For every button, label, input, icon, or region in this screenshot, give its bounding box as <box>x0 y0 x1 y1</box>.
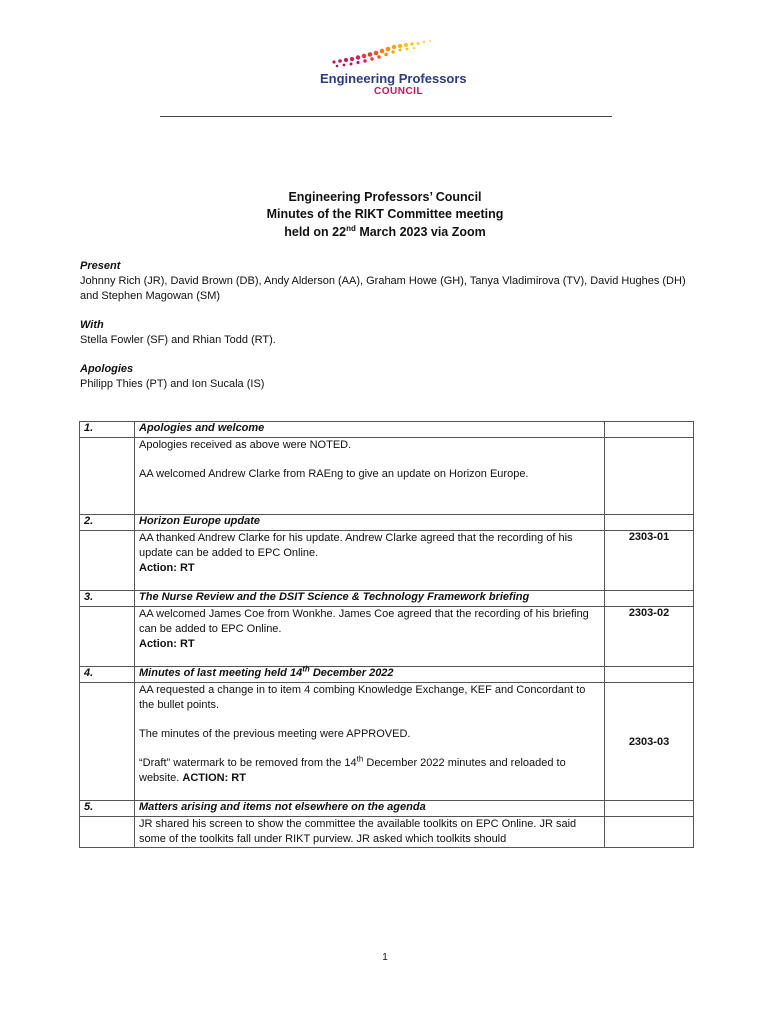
item-paragraph: Apologies received as above were NOTED. <box>139 439 352 451</box>
action-ref-cell <box>605 607 694 667</box>
apologies-section <box>80 362 700 392</box>
action-ref-cell <box>605 438 694 515</box>
apologies-label: Apologies <box>80 363 134 375</box>
action-ref-cell <box>605 531 694 591</box>
item-body <box>135 683 605 801</box>
present-section <box>80 259 700 304</box>
item-number: 5. <box>80 801 135 817</box>
table-row <box>80 667 694 683</box>
logo-subtitle: COUNCIL <box>374 86 424 97</box>
action-owner: Action: RT <box>139 638 195 650</box>
action-owner: Action: RT <box>139 562 195 574</box>
item-paragraph: AA requested a change in to item 4 combing Knowledge Exchange, KEF and Concordant to the bullet points. <box>139 684 586 711</box>
item-paragraph: AA welcomed Andrew Clarke from RAEng to give an update on Horizon Europe. <box>139 468 529 480</box>
item-heading: The Nurse Review and the DSIT Science & Technology Framework briefing <box>135 591 605 607</box>
item-number: 1. <box>80 422 135 438</box>
action-ref: 2303-01 <box>628 531 670 543</box>
item-body <box>135 438 605 515</box>
item-heading: Matters arising and items not elsewhere on the agenda <box>135 801 605 817</box>
table-row <box>80 607 694 667</box>
item-paragraph: The minutes of the previous meeting were APPROVED. <box>139 728 411 740</box>
logo-name: Engineering Professors <box>320 71 467 86</box>
minutes-table <box>79 421 694 848</box>
table-row <box>80 515 694 531</box>
table-row <box>80 683 694 801</box>
item-number-cell <box>80 438 135 515</box>
item-heading: Horizon Europe update <box>135 515 605 531</box>
item-paragraph: AA thanked Andrew Clarke for his update. Andrew Clarke agreed that the recording of his update can be added to EPC Online. Action: RT <box>139 532 573 574</box>
item-number: 3. <box>80 591 135 607</box>
action-ref: 2303-03 <box>628 735 670 748</box>
action-ref-cell <box>605 683 694 801</box>
with-label: With <box>80 319 104 331</box>
item-paragraph: AA welcomed James Coe from Wonkhe. James Coe agreed that the recording of his briefing can be added to EPC Online. Action: RT <box>139 608 589 650</box>
item-number-cell <box>80 531 135 591</box>
document-title-line-2: Minutes of the RIKT Committee meeting <box>266 207 504 221</box>
item-number-cell <box>80 817 135 848</box>
item-heading: Minutes of last meeting held 14th December 2022 <box>135 667 605 683</box>
with-text: Stella Fowler (SF) and Rhian Todd (RT). <box>80 334 276 346</box>
item-paragraph: JR shared his screen to show the committee the available toolkits on EPC Online. JR said some of the toolkits fall under RIKT purview. JR asked which toolkits should <box>139 818 577 845</box>
action-ref-cell <box>605 591 694 607</box>
table-row <box>80 817 694 848</box>
item-heading: Apologies and welcome <box>135 422 605 438</box>
action-owner: ACTION: RT <box>182 772 246 784</box>
action-ref-cell <box>605 422 694 438</box>
item-number: 4. <box>80 667 135 683</box>
action-ref-cell <box>605 817 694 848</box>
item-body <box>135 607 605 667</box>
page-number: 1 <box>382 952 388 963</box>
document-title-line-3: held on 22nd March 2023 via Zoom <box>284 223 486 239</box>
item-number-cell <box>80 683 135 801</box>
item-paragraph: “Draft” watermark to be removed from the 14th December 2022 minutes and reloaded to website. ACTION: RT <box>139 754 566 784</box>
item-number: 2. <box>80 515 135 531</box>
apologies-text: Philipp Thies (PT) and Ion Sucala (IS) <box>80 378 265 390</box>
table-row <box>80 531 694 591</box>
item-body <box>135 817 605 848</box>
action-ref-cell <box>605 515 694 531</box>
header-rule <box>160 116 612 117</box>
table-row <box>80 438 694 515</box>
action-ref-cell <box>605 667 694 683</box>
item-body <box>135 531 605 591</box>
action-ref: 2303-02 <box>628 607 670 619</box>
document-title-line-1: Engineering Professors’ Council <box>288 190 482 204</box>
present-label: Present <box>80 260 121 272</box>
epc-logo <box>300 38 470 102</box>
logo-dots-graphic <box>328 38 438 72</box>
with-section <box>80 318 700 348</box>
present-text: Johnny Rich (JR), David Brown (DB), Andy Alderson (AA), Graham Howe (GH), Tanya Vladimirova (TV), David Hughes (DH) and Stephen Magowan (SM) <box>80 275 686 302</box>
item-number-cell <box>80 607 135 667</box>
action-ref-cell <box>605 801 694 817</box>
table-row <box>80 422 694 438</box>
table-row <box>80 801 694 817</box>
table-row <box>80 591 694 607</box>
